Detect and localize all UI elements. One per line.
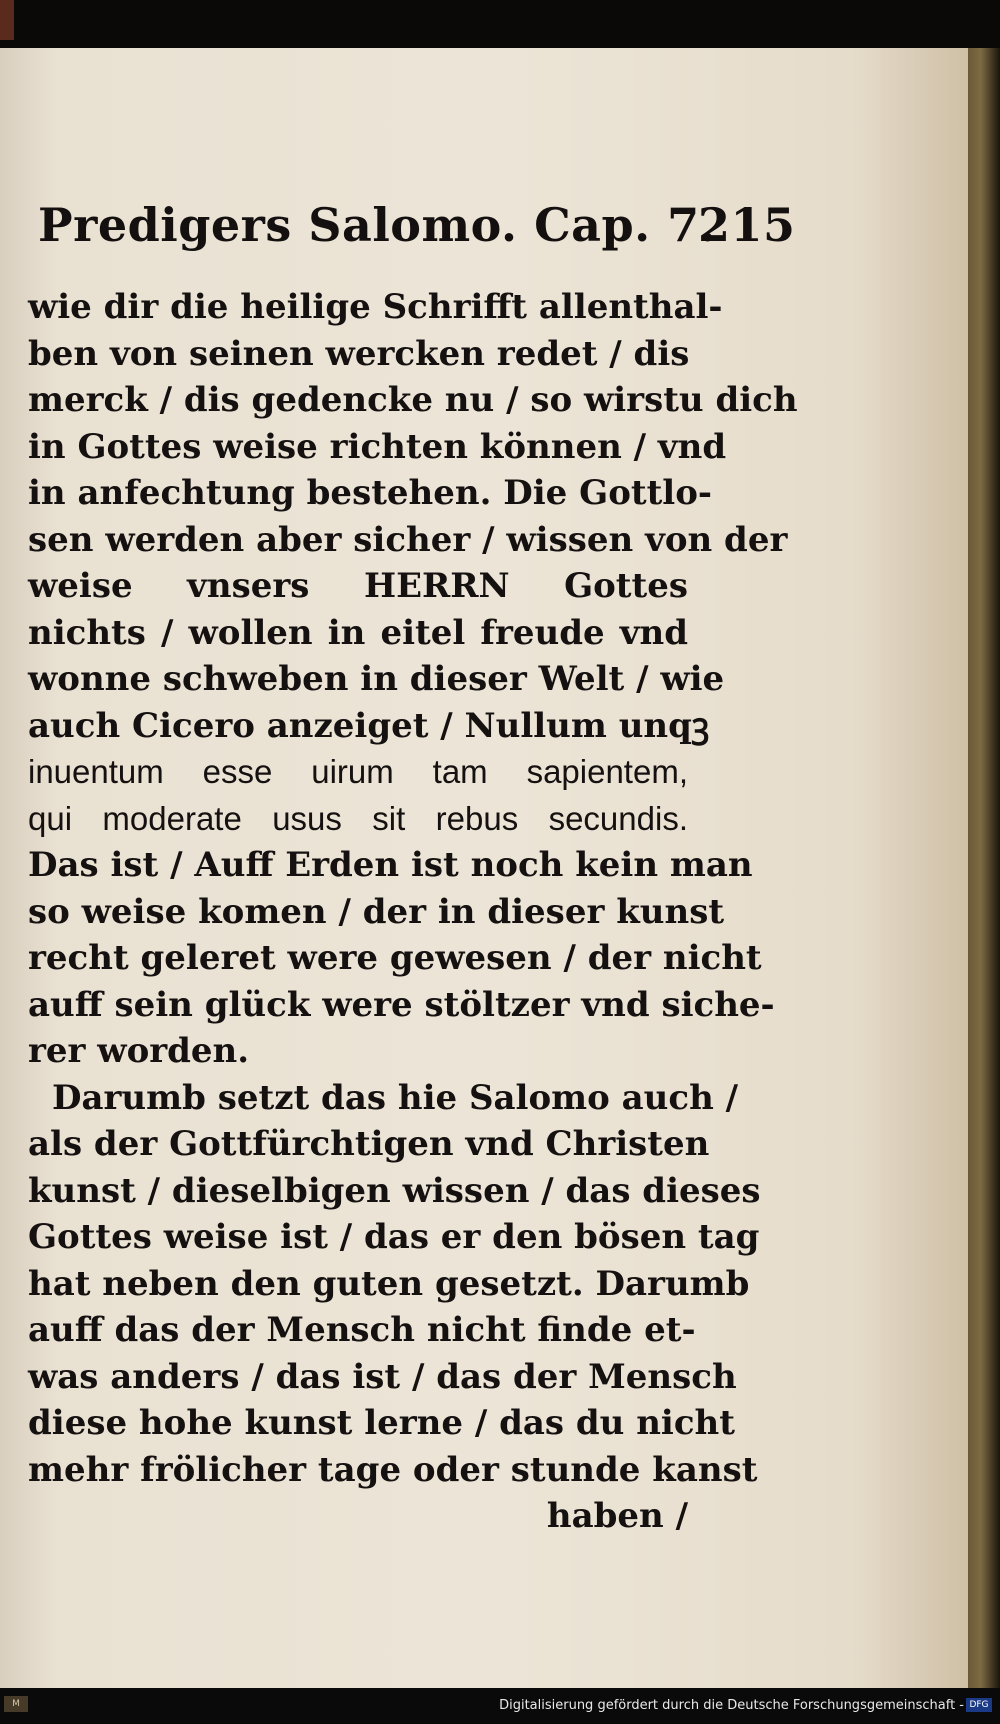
text-line: nichts / wollen in eitel freude vnd (28, 612, 688, 653)
paragraph-start-line: Darumb setzt das hie Salomo auch / (52, 1077, 739, 1118)
text-line: als der Gottfürchtigen vnd Christen (28, 1124, 710, 1164)
text-line: sen werden aber sicher / wissen von der (28, 519, 788, 560)
latin-text-line: inuentum esse uirum tam sapientem, (28, 753, 688, 790)
scan-top-border (0, 0, 1000, 48)
scan-corner-mark (0, 0, 14, 40)
dfg-logo-icon: DFG (966, 1698, 992, 1712)
text-line: auff sein glück were stöltzer vnd siche- (28, 984, 775, 1025)
text-line: recht geleret were gewesen / der nicht (28, 938, 762, 978)
text-line: Gottes weise ist / das er den bösen tag (28, 1217, 760, 1257)
corner-mark: M (4, 1696, 28, 1712)
text-line: wie dir die heilige Schrifft allenthal- (28, 287, 723, 327)
running-title: Predigers Salomo. Cap. 7. (38, 198, 717, 252)
scan-right-edge (968, 48, 1000, 1688)
catchword: haben / (546, 1496, 688, 1536)
paragraph-end-line: rer worden. (28, 1031, 250, 1071)
text-line: so weise komen / der in dieser kunst (28, 891, 725, 932)
text-line: wonne schweben in dieser Welt / wie (28, 659, 725, 699)
text-line: hat neben den guten gesetzt. Darumb (28, 1263, 750, 1304)
text-line: in Gottes weise richten können / vnd (28, 426, 727, 467)
text-line: was anders / das ist / das der Mensch (28, 1356, 737, 1397)
funding-credit: Digitalisierung gefördert durch die Deutsche Forschungsgemeinschaft - (499, 1698, 964, 1713)
digitization-footer (0, 1688, 1000, 1724)
text-line: Das ist / Auff Erden ist noch kein man (28, 845, 753, 885)
text-line: ben von seinen wercken redet / dis (28, 333, 690, 374)
text-line: mehr frölicher tage oder stunde kanst (28, 1449, 758, 1490)
page-number: 215 (698, 198, 796, 252)
page-body-text (28, 284, 798, 1540)
text-line: auff das der Mensch nicht finde et- (28, 1310, 696, 1350)
text-line: weise vnsers HERRN Gottes (28, 566, 688, 606)
book-page (0, 48, 968, 1688)
text-line: auch Cicero anzeiget / Nullum unqꝫ (28, 705, 710, 746)
text-line: in anfechtung bestehen. Die Gottlo- (28, 473, 712, 513)
text-line: kunst / dieselbigen wissen / das dieses (28, 1170, 761, 1211)
latin-text-line: qui moderate usus sit rebus secundis. (28, 799, 688, 837)
text-line: diese hohe kunst lerne / das du nicht (28, 1403, 735, 1443)
text-line: merck / dis gedencke nu / so wirstu dich (28, 380, 798, 420)
running-header (38, 198, 798, 278)
